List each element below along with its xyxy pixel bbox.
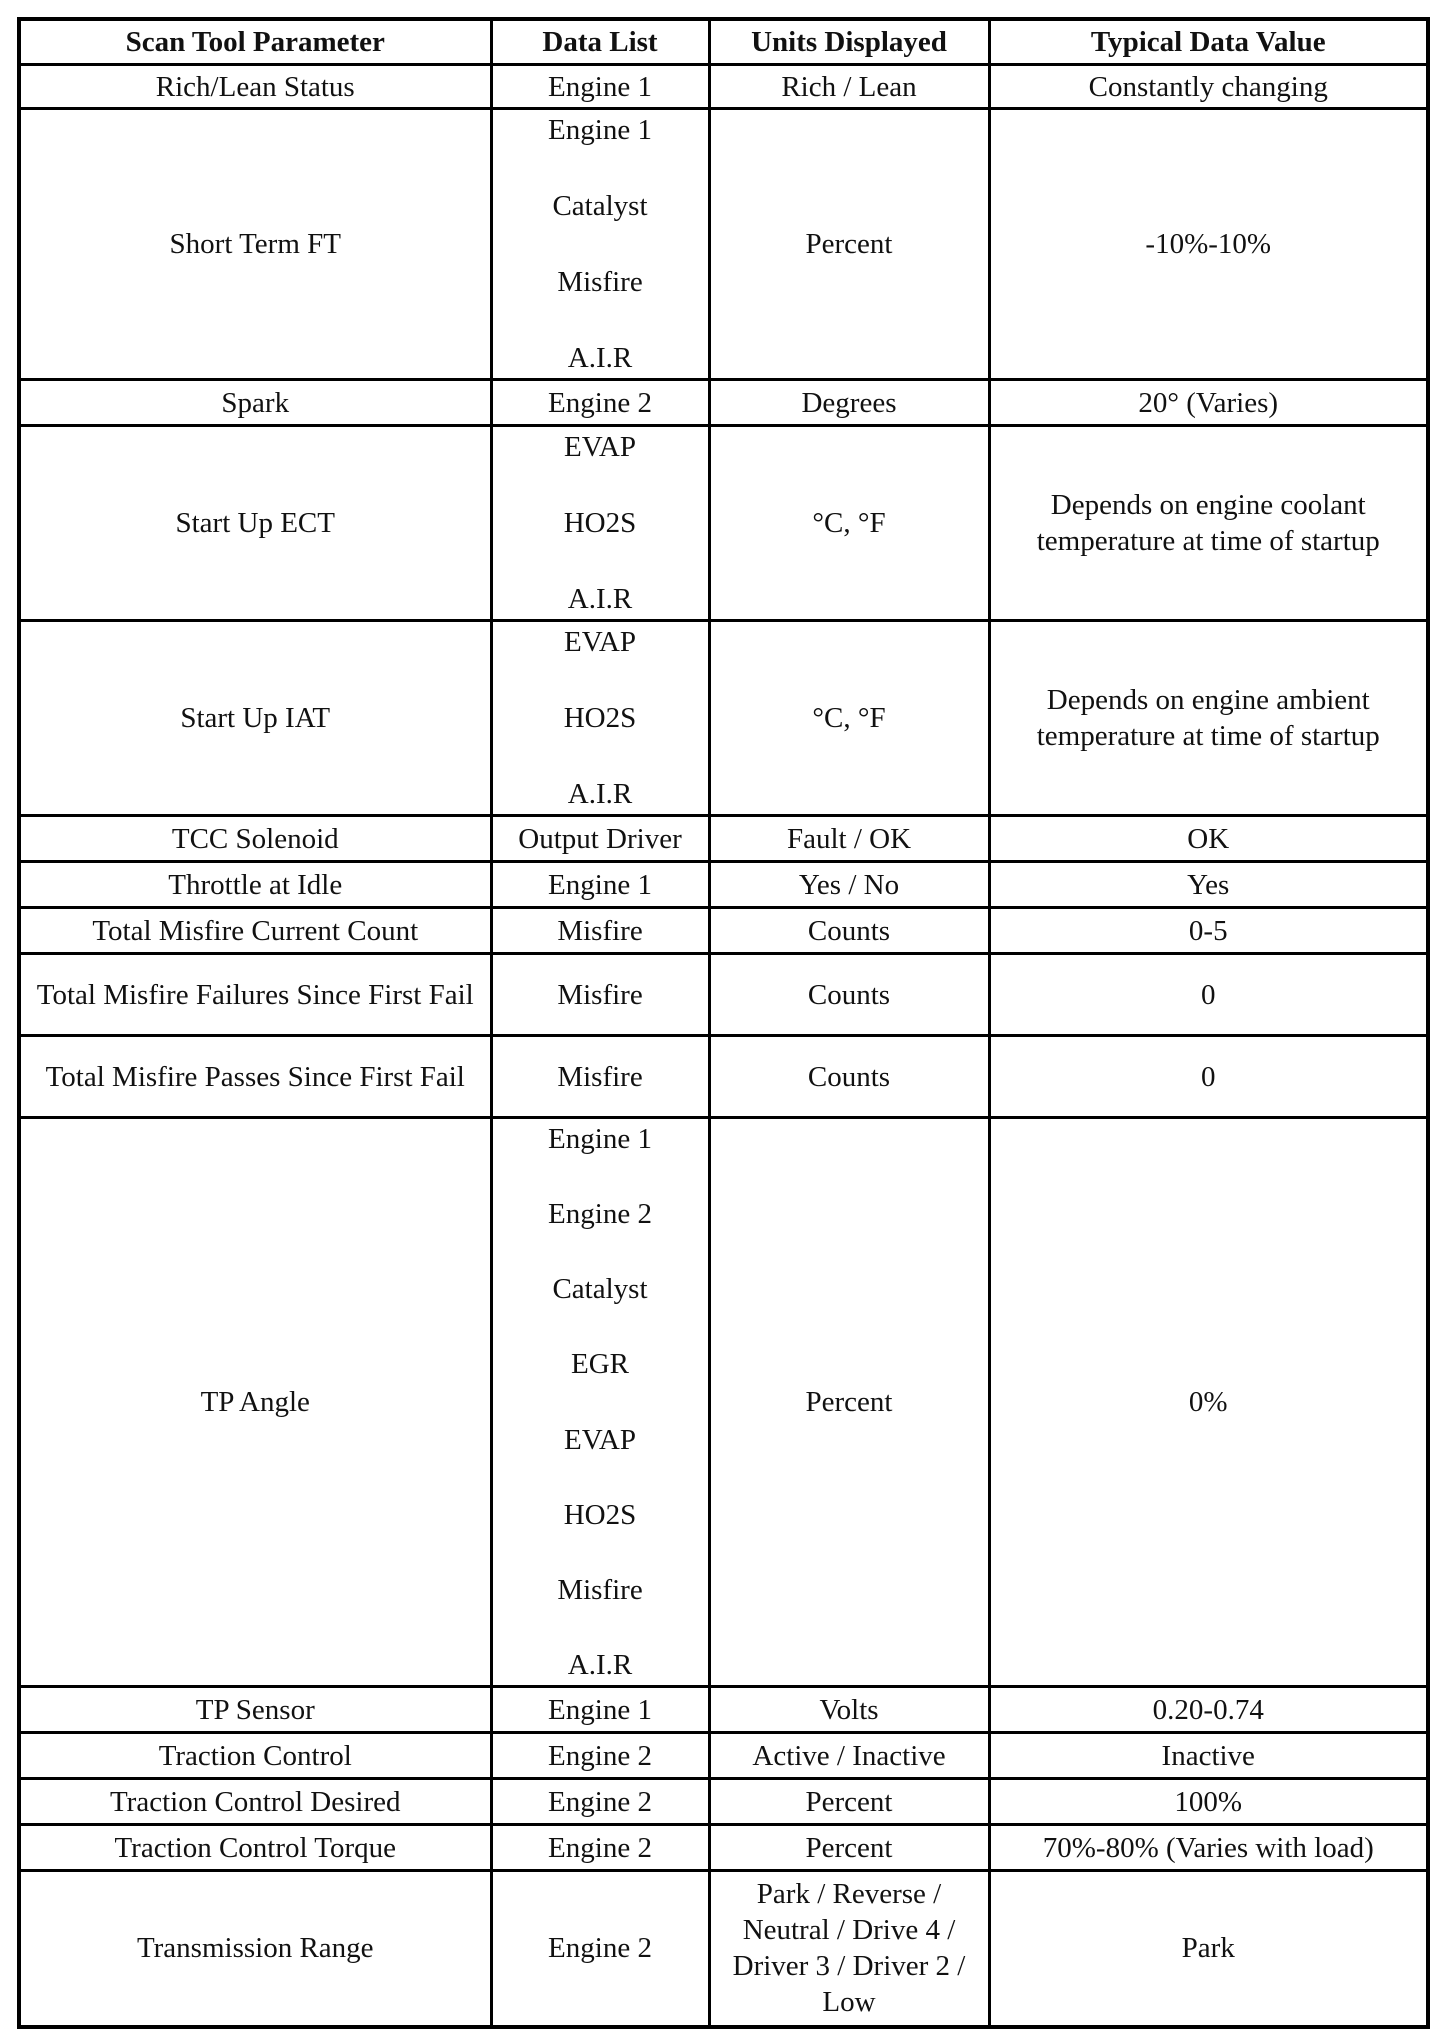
table-row <box>19 1871 1428 2027</box>
table-header-row <box>19 19 1428 65</box>
data-list-item: Engine 1 <box>548 114 652 146</box>
data-list-item: EVAP <box>564 1423 636 1456</box>
table-row <box>19 380 1428 426</box>
units-cell: Percent <box>709 1825 989 1871</box>
units-cell: Volts <box>709 1687 989 1733</box>
table-row <box>19 1036 1428 1118</box>
param-cell: Traction Control <box>19 1733 491 1779</box>
data-list-cell: Engine 2 <box>491 1779 709 1825</box>
value-cell: 0-5 <box>989 908 1428 954</box>
units-cell: Counts <box>709 908 989 954</box>
units-cell: Active / Inactive <box>709 1733 989 1779</box>
data-list-cell: Engine 2 <box>491 380 709 426</box>
table-row <box>19 1118 1428 1687</box>
data-list-cell <box>491 1118 709 1687</box>
table-row <box>19 1687 1428 1733</box>
data-list-cell: Output Driver <box>491 816 709 862</box>
units-cell: Percent <box>709 109 989 380</box>
data-list-cell <box>491 426 709 621</box>
value-cell: OK <box>989 816 1428 862</box>
value-cell: 0 <box>989 954 1428 1036</box>
value-cell: 20° (Varies) <box>989 380 1428 426</box>
units-cell: Counts <box>709 1036 989 1118</box>
data-list-item: A.I.R <box>567 583 633 615</box>
value-cell: 100% <box>989 1779 1428 1825</box>
data-list-item: A.I.R <box>567 1648 633 1681</box>
param-cell: Total Misfire Passes Since First Fail <box>19 1036 491 1118</box>
data-list-cell: Misfire <box>491 908 709 954</box>
value-cell: Yes <box>989 862 1428 908</box>
header-data-list: Data List <box>491 19 709 65</box>
data-list-item: Catalyst <box>552 190 648 222</box>
units-cell: Rich / Lean <box>709 65 989 109</box>
value-cell: -10%-10% <box>989 109 1428 380</box>
units-cell: Percent <box>709 1779 989 1825</box>
units-cell: Yes / No <box>709 862 989 908</box>
units-cell: Park / Reverse / Neutral / Drive 4 / Driver 3 / Driver 2 / Low <box>709 1871 989 2027</box>
scan-tool-parameter-table <box>17 17 1430 2029</box>
data-list-item: Misfire <box>557 1573 643 1606</box>
table-row <box>19 1733 1428 1779</box>
value-cell: 0.20-0.74 <box>989 1687 1428 1733</box>
param-cell: Start Up IAT <box>19 621 491 816</box>
data-list-item: Catalyst <box>552 1273 648 1306</box>
param-cell: TP Angle <box>19 1118 491 1687</box>
param-cell: Spark <box>19 380 491 426</box>
data-list-cell <box>491 621 709 816</box>
data-list-item: Engine 1 <box>548 1123 652 1155</box>
value-cell: Depends on engine ambient temperature at time of startup <box>989 621 1428 816</box>
units-cell: °C, °F <box>709 426 989 621</box>
param-cell: Throttle at Idle <box>19 862 491 908</box>
param-cell: Rich/Lean Status <box>19 65 491 109</box>
table-row <box>19 862 1428 908</box>
param-cell: Transmission Range <box>19 1871 491 2027</box>
units-cell: Counts <box>709 954 989 1036</box>
data-list-cell: Engine 2 <box>491 1825 709 1871</box>
data-list-item: A.I.R <box>567 342 633 374</box>
header-typical-data-value: Typical Data Value <box>989 19 1428 65</box>
value-cell: Inactive <box>989 1733 1428 1779</box>
header-units-displayed: Units Displayed <box>709 19 989 65</box>
table-row <box>19 1779 1428 1825</box>
table-row <box>19 816 1428 862</box>
value-cell: Constantly changing <box>989 65 1428 109</box>
param-cell: Short Term FT <box>19 109 491 380</box>
data-list-item: Misfire <box>557 266 643 298</box>
data-list-cell: Misfire <box>491 954 709 1036</box>
table-row <box>19 109 1428 380</box>
data-list-item: HO2S <box>563 507 637 539</box>
value-cell: 0 <box>989 1036 1428 1118</box>
param-cell: Traction Control Torque <box>19 1825 491 1871</box>
units-cell: Percent <box>709 1118 989 1687</box>
table-row <box>19 1825 1428 1871</box>
value-cell: 70%-80% (Varies with load) <box>989 1825 1428 1871</box>
data-list-item: EVAP <box>564 431 636 463</box>
units-cell: Fault / OK <box>709 816 989 862</box>
data-list-cell: Engine 1 <box>491 65 709 109</box>
data-list-item: Engine 2 <box>548 1198 652 1231</box>
data-list-item: A.I.R <box>567 778 633 810</box>
param-cell: Total Misfire Failures Since First Fail <box>19 954 491 1036</box>
data-list-cell <box>491 109 709 380</box>
units-cell: °C, °F <box>709 621 989 816</box>
param-cell: Traction Control Desired <box>19 1779 491 1825</box>
data-list-cell: Engine 2 <box>491 1871 709 2027</box>
table-row <box>19 65 1428 109</box>
data-list-item: EGR <box>571 1348 629 1381</box>
data-list-cell: Engine 1 <box>491 1687 709 1733</box>
data-list-item: HO2S <box>563 702 637 734</box>
table-row <box>19 621 1428 816</box>
data-list-item: EVAP <box>564 626 636 658</box>
param-cell: Start Up ECT <box>19 426 491 621</box>
data-list-item: HO2S <box>563 1498 637 1531</box>
param-cell: TP Sensor <box>19 1687 491 1733</box>
table-row <box>19 908 1428 954</box>
param-cell: TCC Solenoid <box>19 816 491 862</box>
value-cell: 0% <box>989 1118 1428 1687</box>
table-row <box>19 954 1428 1036</box>
data-list-cell: Engine 1 <box>491 862 709 908</box>
param-cell: Total Misfire Current Count <box>19 908 491 954</box>
value-cell: Park <box>989 1871 1428 2027</box>
data-list-cell: Misfire <box>491 1036 709 1118</box>
data-list-cell: Engine 2 <box>491 1733 709 1779</box>
units-cell: Degrees <box>709 380 989 426</box>
value-cell: Depends on engine coolant temperature at time of startup <box>989 426 1428 621</box>
table-row <box>19 426 1428 621</box>
header-scan-tool-parameter: Scan Tool Parameter <box>19 19 491 65</box>
